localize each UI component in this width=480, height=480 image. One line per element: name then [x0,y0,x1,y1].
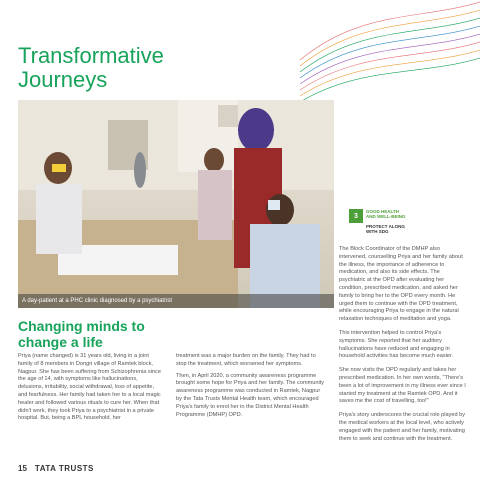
paragraph: She now visits the OPD regularly and takes her prescribed medication. In her own words, "There's been a lot of improvement in my illness ever since I started my treatment at the Ramtek OPD. And it saves me the cost of travelling, too!" [339,367,466,405]
brand-name: TATA TRUSTS [34,463,94,473]
sdg-line-2: AND WELL-BEING [366,214,406,219]
sdg-line-1: GOOD HEALTH [366,209,399,214]
paragraph: Priya's story underscores the crucial role played by the medical workers at the local level, who actively engaged with the patient and her family, motivating them to seek and continue with the treatment. [339,412,466,442]
paragraph: This intervention helped to control Priya's symptoms. She reported that her auditory hallucinations have reduced and engaging in household activities has become much easier. [339,329,454,360]
sdg-sub-label [366,224,405,234]
page-footer [18,462,94,474]
paragraph: The Block Coordinator of the DMHP also intervened, counselling Priya and her family about the illness, the importance of adherence to medication, and also its side effects. The psychiatric at the OPD after evaluating her condition, prescribed medication, and asked her family to bring her to the OPD every month. He urged them to continue with the OPD treatment, while encouraging Priya to engage in the natural relaxation techniques of meditation and yoga. [339,246,463,323]
section-heading-line-2: change a life [18,334,103,350]
clinic-photo [18,100,334,308]
sdg-sub-1: PROTECT ALONG [366,224,405,229]
title-line-1: Transformative [18,43,164,68]
photo-caption: A day-patient at a PHC clinic diagnosed by a psychiatrist [18,294,334,308]
sdg-number: 3 [349,209,363,223]
paragraph: Priya (name changed) is 31 years old, living in a joint family of 8 members in Dongri village of Ramtek block, Nagpur. She has been suffering from Schizophrenia since the age of 14, with symptoms like hallucinations, delusions, irritability, social withdrawal, loss of appetite, and fearfulness. Her family had taken her to a local magic healer and followed various rituals to cure her. When that didn't work, they took Priya to a psychiatrist in a private hospital. But, being a BPL household, her [18,353,161,422]
section-heading [18,318,218,350]
right-column-text [339,246,467,449]
page-number: 15 [18,463,27,473]
paragraph: Then, in April 2020, a community awareness programme brought some hope for Priya and her family. The community awareness programme was conducted in Ramtek, Nagpur by the Tata Trusts Mental Health team, which encouraged Priya's family to enrol her in the District Mental Health Programme (DMHP) OPD. [176,372,325,418]
page-title [18,44,318,92]
clinic-scene-illustration [18,100,334,308]
sdg-goal-badge [349,207,439,237]
body-column-1 [18,353,162,423]
sdg-sub-2: WITH SDG [366,229,389,234]
paragraph: treatment was a major burden on the family. They had to stop the treatment, which worsened her symptoms. [176,353,316,367]
body-column-2 [176,353,326,423]
section-heading-line-1: Changing minds to [18,318,145,334]
sdg-goal-label [366,209,406,219]
title-line-2: Journeys [18,67,108,92]
